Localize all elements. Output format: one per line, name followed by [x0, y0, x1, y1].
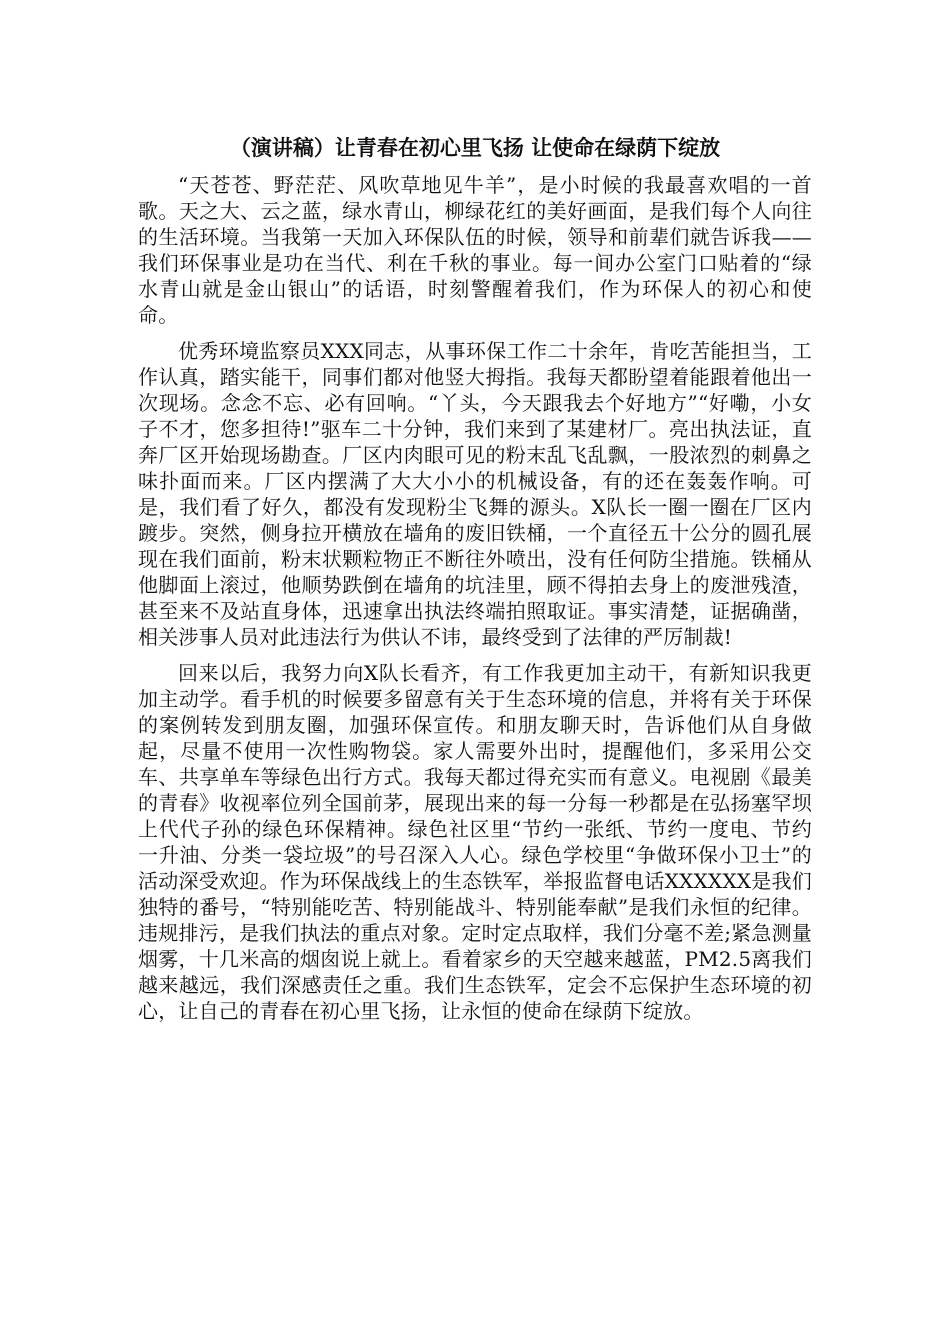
paragraph-2: 优秀环境监察员XXX同志，从事环保工作二十余年，肯吃苦能担当，工作认真，踏实能干，同事们都对他竖大拇指。我每天都盼望着能跟着他出一次现场。念念不忘、必有回响。“丫头，今天跟我去个好地方”“好嘞，小女子不才，您多担待!”驱车二十分钟，我们来到了某建材厂。亮出执法证，直奔厂区开始现场勘查。厂区内肉眼可见的粉末乱飞乱飘，一股浓烈的刺鼻之味扑面而来。厂区内摆满了大大小小的机械设备，有的还在轰轰作响。可是，我们看了好久，都没有发现粉尘飞舞的源头。X队长一圈一圈在厂区内踱步。突然，侧身拉开横放在墙角的废旧铁桶，一个直径五十公分的圆孔展现在我们面前，粉末状颗粒物正不断往外喷出，没有任何防尘措施。铁桶从他脚面上滚过，他顺势跌倒在墙角的坑洼里，顾不得拍去身上的废泄残渣，甚至来不及站直身体，迅速拿出执法终端拍照取证。事实清楚，证据确凿，相关涉事人员对此违法行为供认不讳，最终受到了法律的严厉制裁! [138, 339, 812, 649]
paragraph-3: 回来以后，我努力向X队长看齐，有工作我更加主动干，有新知识我更加主动学。看手机的时候要多留意有关于生态环境的信息，并将有关于环保的案例转发到朋友圈，加强环保宣传。和朋友聊天时，告诉他们从自身做起，尽量不使用一次性购物袋。家人需要外出时，提醒他们，多采用公交车、共享单车等绿色出行方式。我每天都过得充实而有意义。电视剧《最美的青春》收视率位列全国前茅，展现出来的每一分每一秒都是在弘扬塞罕坝上代代子孙的绿色环保精神。绿色社区里“节约一张纸、节约一度电、节约一升油、分类一袋垃圾”的号召深入人心。绿色学校里“争做环保小卫士”的活动深受欢迎。作为环保战线上的生态铁军，举报监督电话XXXXXX是我们独特的番号，“特别能吃苦、特别能战斗、特别能奉献”是我们永恒的纪律。违规排污，是我们执法的重点对象。定时定点取样，我们分毫不差;紧急测量烟雾，十几米高的烟囱说上就上。看着家乡的天空越来越蓝，PM2.5离我们越来越远，我们深感责任之重。我们生态铁军，定会不忘保护生态环境的初心，让自己的青春在初心里飞扬，让永恒的使命在绿荫下绽放。 [138, 661, 812, 1023]
document-body [138, 172, 812, 1034]
paragraph-1: “天苍苍、野茫茫、风吹草地见牛羊”，是小时候的我最喜欢唱的一首歌。天之大、云之蓝，绿水青山，柳绿花红的美好画面，是我们每个人向往的生活环境。当我第一天加入环保队伍的时候，领导和前辈们就告诉我——我们环保事业是功在当代、利在千秋的事业。每一间办公室门口贴着的“绿水青山就是金山银山”的话语，时刻警醒着我们，作为环保人的初心和使命。 [138, 173, 812, 327]
document-title: （演讲稿）让青春在初心里飞扬 让使命在绿荫下绽放 [229, 135, 721, 160]
